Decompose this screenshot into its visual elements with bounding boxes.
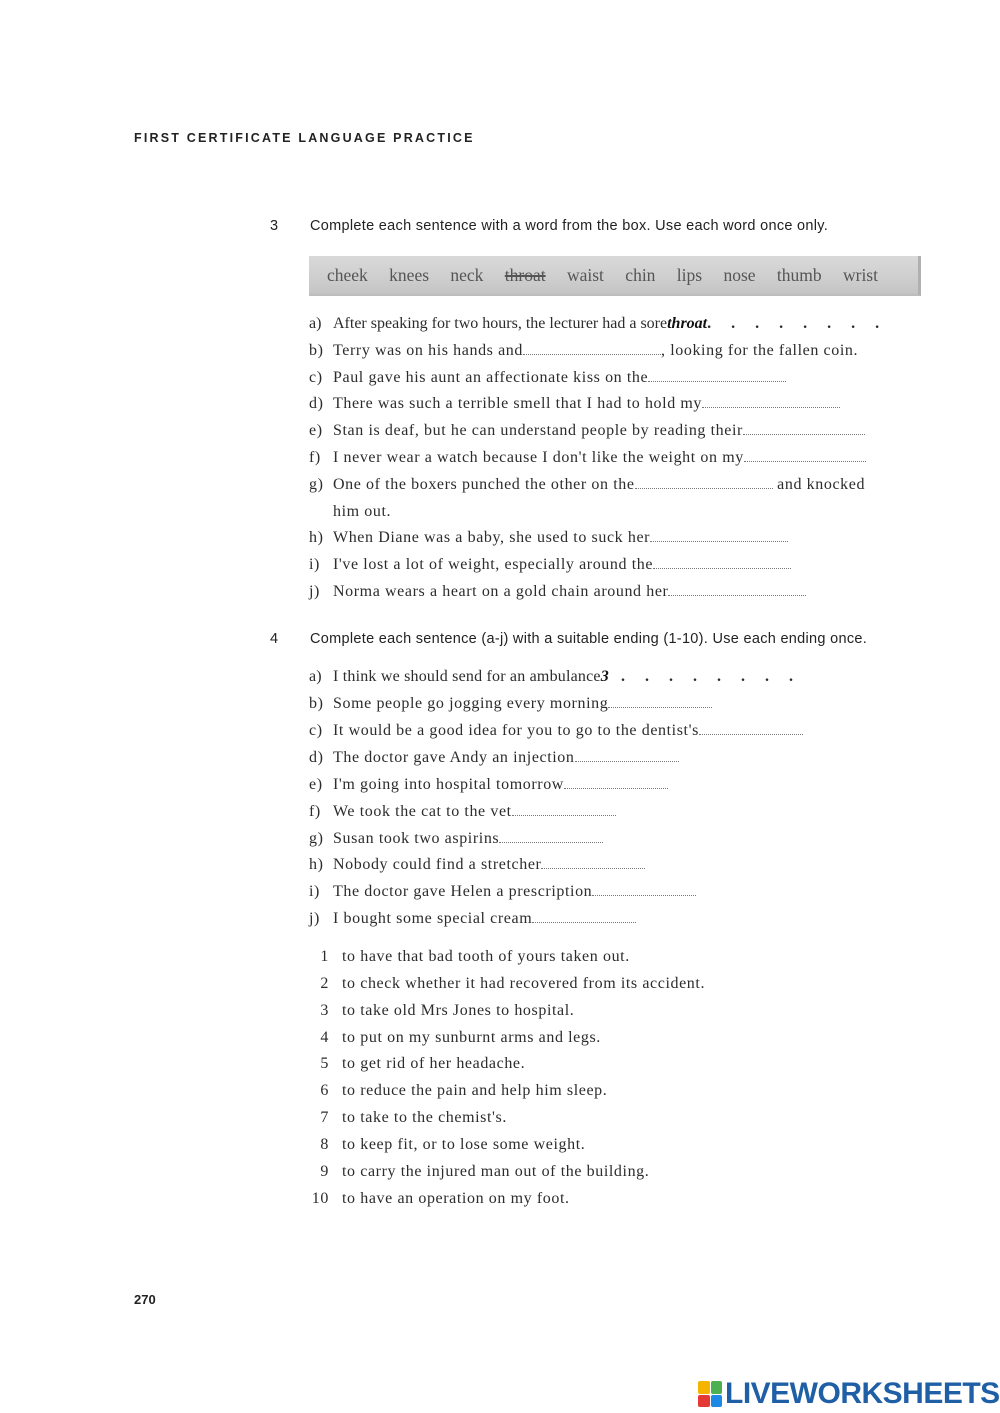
exercise-3-heading (270, 218, 828, 234)
exercise-instruction: Complete each sentence (a-j) with a suitable ending (1-10). Use each ending once. (310, 631, 868, 647)
ex3-sentence-g-cont: him out. (333, 503, 392, 520)
ex4-sentence-f: f) We took the cat to the vet (309, 803, 616, 821)
ex3-sentence-b: b) Terry was on his hands and , looking for the fallen coin. (309, 342, 859, 359)
answer-blank[interactable] (668, 583, 806, 596)
ending-item: 5 to get rid of her headache. (320, 1055, 526, 1072)
answer-blank[interactable]: . . . . . . . . (608, 668, 801, 685)
ex4-sentence-c: c) It would be a good idea for you to go to the dentist's (309, 722, 803, 740)
ending-item: 9 to carry the injured man out of the building. (320, 1163, 650, 1180)
ending-item: 7 to take to the chemist's. (320, 1109, 507, 1126)
answer-blank[interactable] (653, 556, 791, 569)
answer-blank[interactable] (532, 910, 636, 923)
answer-blank[interactable] (702, 395, 840, 408)
ex4-sentence-e: e) I'm going into hospital tomorrow (309, 776, 668, 794)
ex3-sentence-a: a) After speaking for two hours, the lecturer had a sorethroat. . . . . . . . (309, 315, 888, 332)
word-box (309, 256, 921, 296)
ex3-sentence-f: f) I never wear a watch because I don't like the weight on my (309, 449, 866, 467)
ending-item: 2 to check whether it had recovered from its accident. (320, 975, 706, 992)
ex3-sentence-e: e) Stan is deaf, but he can understand people by reading their (309, 422, 865, 440)
answer-blank[interactable] (592, 883, 696, 896)
ex3-sentence-g: g) One of the boxers punched the other on the and knocked (309, 476, 866, 493)
word-box-item: wrist (842, 264, 878, 285)
word-box-item: nose (723, 264, 756, 285)
answer-blank[interactable] (744, 449, 866, 462)
answer-blank[interactable] (648, 369, 786, 382)
exercise-number: 3 (270, 218, 279, 234)
ex3-sentence-c: c) Paul gave his aunt an affectionate kiss on the (309, 369, 786, 387)
ex4-sentence-b: b) Some people go jogging every morning (309, 695, 712, 713)
ex3-sentence-d: d) There was such a terrible smell that I had to hold my (309, 395, 840, 413)
word-box-item: lips (676, 264, 703, 285)
answer-example: 3 (600, 668, 609, 685)
exercise-4-heading (270, 631, 867, 647)
answer-blank[interactable] (541, 856, 645, 869)
answer-blank[interactable] (635, 476, 773, 489)
ex4-sentence-j: j) I bought some special cream (309, 910, 636, 928)
ex3-sentence-j: j) Norma wears a heart on a gold chain around her (309, 583, 806, 601)
ending-item: 10 to have an operation on my foot. (311, 1190, 570, 1207)
answer-blank[interactable] (523, 342, 661, 355)
answer-blank[interactable] (699, 722, 803, 735)
answer-blank[interactable] (608, 695, 712, 708)
ex4-sentence-g: g) Susan took two aspirins (309, 830, 603, 848)
answer-blank[interactable] (575, 749, 679, 762)
liveworksheets-logo-icon (698, 1381, 722, 1407)
word-box-item: waist (566, 264, 604, 285)
word-box-item-used: throat (504, 264, 546, 285)
ex4-sentence-h: h) Nobody could find a stretcher (309, 856, 645, 874)
ending-item: 4 to put on my sunburnt arms and legs. (320, 1029, 601, 1046)
ex4-sentence-d: d) The doctor gave Andy an injection (309, 749, 679, 767)
answer-blank[interactable] (564, 776, 668, 789)
exercise-instruction: Complete each sentence with a word from the box. Use each word once only. (310, 218, 829, 234)
exercise-number: 4 (270, 631, 279, 647)
ending-item: 8 to keep fit, or to lose some weight. (320, 1136, 586, 1153)
ending-item: 3 to take old Mrs Jones to hospital. (320, 1002, 575, 1019)
brand-name: LIVEWORKSHEETS (725, 1377, 1000, 1410)
word-box-item: knees (389, 264, 430, 285)
ending-item: 1 to have that bad tooth of yours taken out. (320, 948, 630, 965)
word-box-item: thumb (776, 264, 822, 285)
answer-blank[interactable] (512, 803, 616, 816)
word-box-item: neck (450, 264, 484, 285)
answer-blank[interactable]: . . . . . . . . (707, 315, 888, 332)
answer-example: throat (667, 315, 708, 332)
page-number: 270 (134, 1292, 156, 1307)
ex3-sentence-i: i) I've lost a lot of weight, especially around the (309, 556, 791, 574)
ex4-sentence-a: a) I think we should send for an ambulance3 . . . . . . . . (309, 668, 801, 685)
ex3-sentence-h: h) When Diane was a baby, she used to suck her (309, 529, 788, 547)
page-header: FIRST CERTIFICATE LANGUAGE PRACTICE (134, 131, 475, 145)
ending-item: 6 to reduce the pain and help him sleep. (320, 1082, 608, 1099)
answer-blank[interactable] (650, 529, 788, 542)
ex4-sentence-i: i) The doctor gave Helen a prescription (309, 883, 696, 901)
word-box-item: cheek (327, 264, 368, 285)
word-box-item: chin (625, 264, 656, 285)
brand-watermark (698, 1377, 1000, 1411)
answer-blank[interactable] (743, 422, 865, 435)
answer-blank[interactable] (499, 830, 603, 843)
